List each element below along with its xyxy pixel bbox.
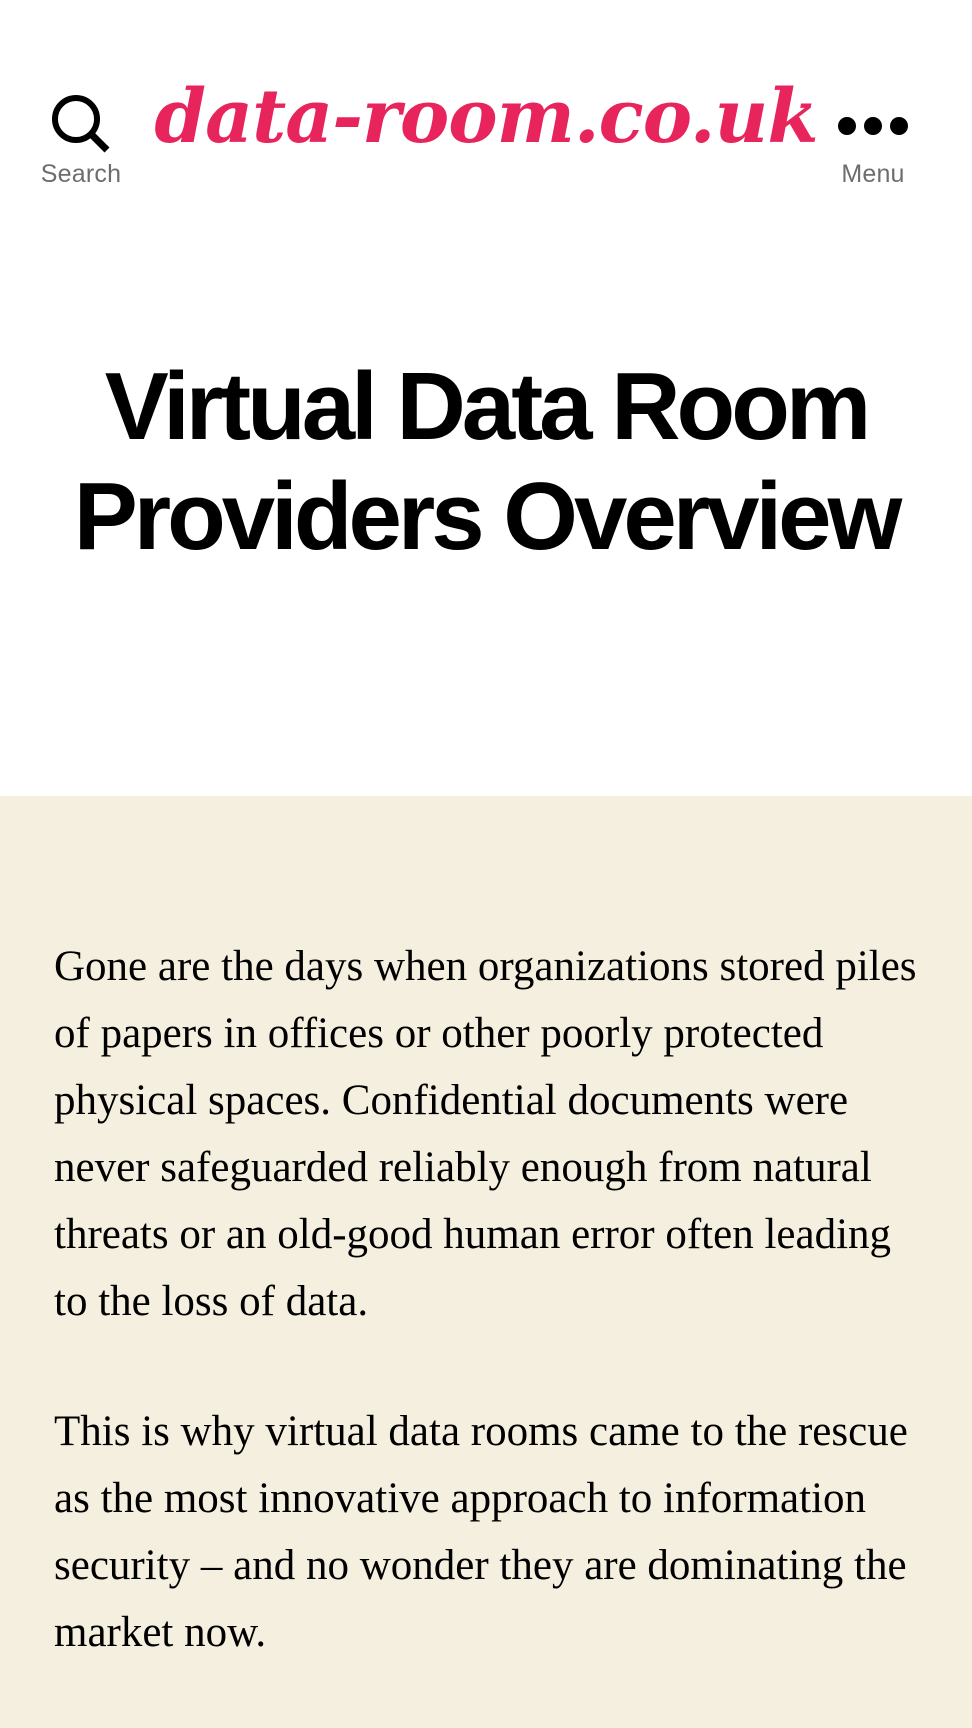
- search-toggle-button[interactable]: [36, 92, 126, 187]
- ellipsis-icon: [828, 92, 918, 160]
- search-icon: [36, 92, 126, 160]
- site-logo-link[interactable]: data-room.co.uk: [154, 74, 818, 160]
- menu-label: Menu: [841, 160, 905, 188]
- entry-content: [0, 796, 972, 1728]
- page-title: Virtual Data Room Providers Overview: [73, 353, 899, 570]
- site-header: [0, 0, 972, 240]
- search-label: Search: [40, 160, 122, 188]
- article-paragraph-1: Gone are the days when organizations stored piles of papers in offices or other poorly protected physical spaces. Confidential documents were never safeguarded reliably enough from natural threats or an old-good human error often leading to the loss of data.: [54, 943, 917, 1325]
- menu-toggle-button[interactable]: [828, 92, 918, 187]
- entry-header: [0, 240, 972, 796]
- article-paragraph-2: This is why virtual data rooms came to the rescue as the most innovative approach to information security – and no wonder they are dominating the market now.: [54, 1408, 908, 1656]
